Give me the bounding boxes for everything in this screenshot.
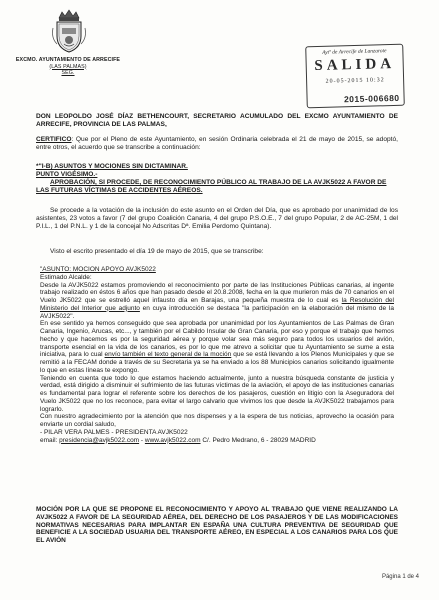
email-label: email: [40,436,58,444]
letter-paragraph-2 [40,320,394,374]
org-location: (LAS PALMAS) [49,63,87,70]
stamp-datetime: 20-05-2015 10:32 [325,77,385,85]
resolution-link[interactable]: la Resolución del Ministerio del Interior que adjunto [40,297,394,312]
contact-address: C/. Pedro Medrano, 6 - 28029 MADRID [200,436,316,444]
motion-text-link[interactable]: envío también el texto general de la moción [104,351,232,359]
certifico-paragraph [36,136,398,152]
certifico-text: : Que por el Pleno de este Ayuntamiento, en sesión Ordinaria celebrada el 21 de mayo de 2015, se adoptó, entre otros, el acuerdo que se transcribe a continuación: [36,136,398,151]
section-heading [36,163,398,195]
stamp-register-number: 2015-006680 [343,92,400,105]
letter-subject: "ASUNTO: MOCION APOYO AVJK5022 [40,266,156,273]
letter-greeting: Estimado Alcalde: [40,273,92,281]
stamp-label: SALIDA [314,55,396,75]
letter-paragraph-4: Con nuestro agradecimiento por la atención que nos dispenses y a la espera de tus noticias, aprovecho la ocasión para enviarte un cordial saludo, [40,413,394,428]
letter-paragraph-1 [40,282,394,321]
website-link[interactable]: www.avjk5022.com [144,436,201,444]
email-link[interactable]: presidencia@avjk5022.com [59,436,140,444]
section-heading-2: PUNTO VIGÉSIMO.- [36,170,98,178]
letter-p2-end: que se está llevando a los Plenos Municipales y que se remitió a la FECAM donde a través de su Secretaria ya se ha enviado a los 88 Municipios canarios solicitando igualmente lo que en estas líneas te expongo. [40,351,394,374]
contact-separator: - [139,436,145,444]
letter-contact [40,437,394,445]
letter-p2-text: En ese sentido ya hemos conseguido que sea aprobada por unanimidad por los Ayuntamientos de Las Palmas de Gran Canaria, Ingenio, Arucas, etc..., y también por el Cabildo Insular de Gran Canaria, por eso y porque el trabajo que hemos hecho y que hacemos es por la seguridad aérea y porque volar sea más seguro para todos los usuarios del avión, transporte esencial en la vida de los canarios, es por lo que me atrevo a solicitar que tu Ayuntamiento se sume a esta iniciativa, para lo cual [40,320,394,359]
org-unit: SEG. [61,70,75,77]
letter-p1-end: en cuya introducción se destaca "la participación en la elaboración del mismo de la AVJK5022". [40,304,394,320]
letter-signature: - PILAR VERA PALMES - PRESIDENTA AVJK5022 [40,428,188,436]
vote-paragraph: Se procede a la votación de la inclusión do este asunto en el Orden del Día, que es aprobado por unanimidad de los asistentes, 23 votos a favor (7 del grupo Coalición Canaria, 4 del grupo P.S.O.E., 7 del grupo Popular, 2 de AC-25M, 1 del P.I.L., 1 del P.N.L. y 1 de la concejal No Adscritas Dª. Emilia Perdomo Quintana). [36,207,398,230]
section-heading-3: APROBACIÓN, SI PROCEDE, DE RECONOCIMIENTO PÚBLICO AL TRABAJO DE LA AVJK5022 A FAVOR DE LAS FUTURAS VÍCTIMAS DE ACCIDENTES AÉREOS. [36,178,387,194]
registry-stamp [305,44,405,109]
transcribed-letter [40,266,394,444]
visto-paragraph: Visto el escrito presentado el día 19 de mayo de 2015, que se transcribe: [50,248,264,255]
certifico-label: CERTIFICO [36,136,72,143]
org-name: EXCMO. AYUNTAMIENTO DE ARRECIFE [15,57,121,63]
section-heading-1: *"I-B) ASUNTOS Y MOCIONES SIN DICTAMINAR. [36,163,188,170]
municipal-coat-of-arms-icon [50,8,88,54]
page-number: Página 1 de 4 [381,574,419,580]
motion-title: MOCIÓN POR LA QUE SE PROPONE EL RECONOCIMIENTO Y APOYO AL TRABAJO QUE VIENE REALIZANDO LA AVJK5022 A FAVOR DE LA SEGURIDAD AÉREA, DEL DERECHO DE LOS PASAJEROS Y DE LAS MODIFICACIONES NORMATIVAS NECESARIAS PARA IMPLANTAR EN ESPAÑA UNA CULTURA PREVENTIVA DE SEGURIDAD QUE BENEFICIE A LA SOCIEDAD USUARIA DEL TRANSPORTE AÉREO, EN ESPECIAL A LOS CANARIOS PARA LOS QUE EL AVIÓN [36,506,398,545]
organization-header [8,57,128,77]
stamp-title: Aytº de Arrecife de Lanzarote [322,48,387,56]
letter-p1-text: Desde la AVJK5022 estamos promoviendo el reconocimiento por parte de las Instituciones Públicas canarias, al ingente trabajo realizado en éstos 6 años que han pasado desde el 20.8.2008, fecha en la que murieron más de 70 canarios en el Vuelo JK5022 que se estrelló aquel infausto día en Barajas, una pequeña muestra de lo cual es [40,281,394,304]
letter-paragraph-3: Teniendo en cuenta que todo lo que estamos haciendo actualmente, junto a nuestra búsqueda constante de justicia y verdad, está dirigido a disminuir el sufrimiento de las futuras víctimas de la aviación, el apoyo de las instituciones canarias es fundamental para lograr el referente sobre los derechos de los pasajeros, cuestión en litigio con la Aseguradora del Vuelo JK5022 que no los reconoce, para evitar el largo calvario que vivimos los que desde la AVJK5022 trabajamos para lograrlo. [40,374,394,413]
intro-paragraph: DON LEOPOLDO JOSÉ DÍAZ BETHENCOURT, SECRETARIO ACUMULADO DEL EXCMO AYUNTAMIENTO DE ARRECIFE, PROVINCIA DE LAS PALMAS, [36,113,398,128]
